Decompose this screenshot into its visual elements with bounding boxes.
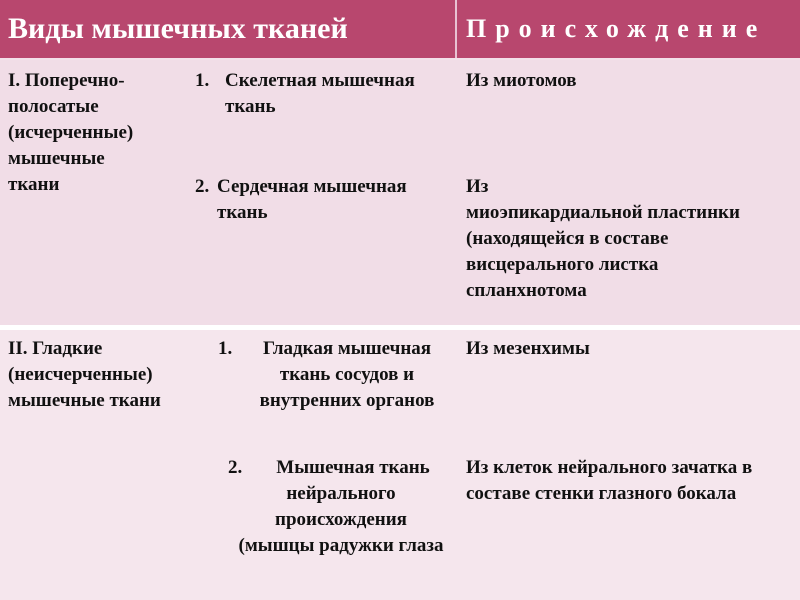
item-origin: Из клеток нейрального зачатка в составе стенки глазного бокала bbox=[466, 457, 753, 504]
tissue-item bbox=[228, 455, 454, 565]
item-origin: Из миоэпикардиальной пластинки (находящейся в составе висцерального листка спланхнотома bbox=[466, 176, 740, 301]
table-row bbox=[0, 60, 800, 325]
tissue-type-label: II. Гладкие (неисчерченные) мышечные ткани bbox=[8, 338, 161, 411]
item-origin: Из миотомов bbox=[466, 70, 577, 91]
header-types: Виды мышечных тканей bbox=[8, 12, 348, 45]
table-row bbox=[0, 330, 800, 600]
item-number: 1. bbox=[195, 70, 210, 91]
header-origin: Происхождение bbox=[466, 14, 767, 43]
item-number: 1. bbox=[218, 338, 233, 359]
item-name: Мышечная ткань нейрального происхождения (мышцы радужки глаза bbox=[238, 457, 444, 556]
tissue-item bbox=[218, 336, 454, 416]
item-name: Гладкая мышечная ткань сосудов и внутренних органов bbox=[259, 338, 435, 411]
header-divider bbox=[455, 0, 457, 58]
item-number: 2. bbox=[228, 457, 243, 478]
tissue-item bbox=[195, 174, 455, 234]
item-origin: Из мезенхимы bbox=[466, 338, 590, 359]
tissue-type-label: I. Поперечно- полосатые (исчерченные) мышечные ткани bbox=[8, 70, 134, 195]
item-name: Сердечная мышечная ткань bbox=[217, 176, 407, 223]
item-number: 2. bbox=[195, 176, 210, 197]
table-header bbox=[0, 0, 800, 58]
item-name: Скелетная мышечная ткань bbox=[225, 70, 415, 117]
tissue-item bbox=[195, 68, 455, 128]
